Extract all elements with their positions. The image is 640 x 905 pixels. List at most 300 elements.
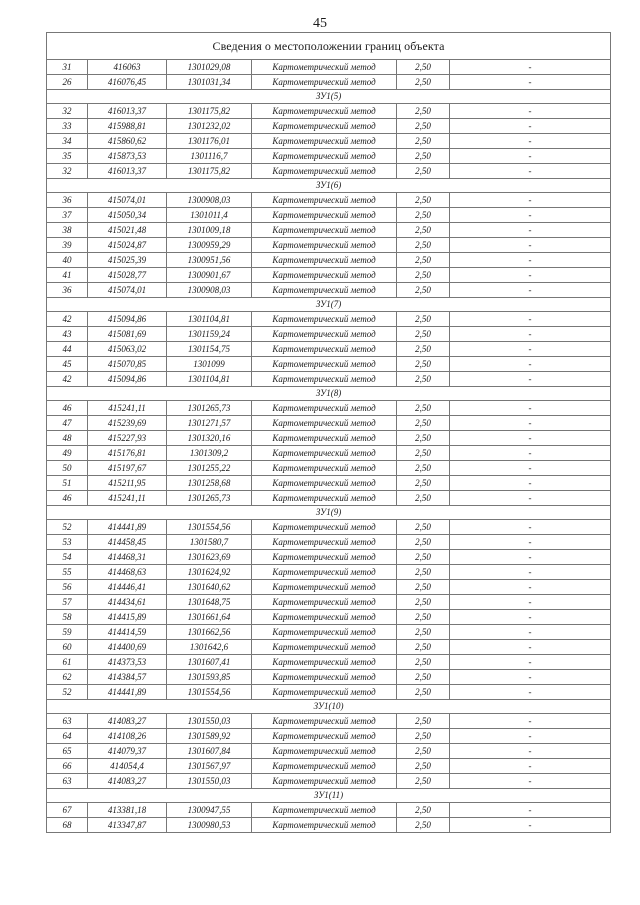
y-coordinate-cell: 1301104,81: [167, 372, 252, 387]
method-cell: Картометрический метод: [252, 134, 397, 149]
description-cell: -: [450, 759, 611, 774]
y-coordinate-cell: 1301607,41: [167, 655, 252, 670]
point-number-cell: 46: [47, 491, 88, 506]
x-coordinate-cell: 415197,67: [88, 461, 167, 476]
table-row: [47, 342, 611, 357]
y-coordinate-cell: 1300908,03: [167, 283, 252, 298]
table-row: [47, 253, 611, 268]
description-cell: -: [450, 75, 611, 90]
x-coordinate-cell: 415070,85: [88, 357, 167, 372]
table-row: [47, 685, 611, 700]
x-coordinate-cell: 414373,53: [88, 655, 167, 670]
table-row: [47, 327, 611, 342]
table-row: [47, 565, 611, 580]
table-row: [47, 625, 611, 640]
table-row: [47, 164, 611, 179]
point-number-cell: 68: [47, 818, 88, 833]
accuracy-cell: 2,50: [397, 625, 450, 640]
method-cell: Картометрический метод: [252, 208, 397, 223]
y-coordinate-cell: 1300951,56: [167, 253, 252, 268]
method-cell: Картометрический метод: [252, 193, 397, 208]
y-coordinate-cell: 1301580,7: [167, 535, 252, 550]
y-coordinate-cell: 1301029,08: [167, 60, 252, 75]
description-cell: -: [450, 655, 611, 670]
point-number-cell: 39: [47, 238, 88, 253]
accuracy-cell: 2,50: [397, 818, 450, 833]
table-row: [47, 670, 611, 685]
x-coordinate-cell: 414468,31: [88, 550, 167, 565]
accuracy-cell: 2,50: [397, 565, 450, 580]
accuracy-cell: 2,50: [397, 461, 450, 476]
description-cell: -: [450, 640, 611, 655]
description-cell: -: [450, 238, 611, 253]
accuracy-cell: 2,50: [397, 238, 450, 253]
description-cell: -: [450, 729, 611, 744]
method-cell: Картометрический метод: [252, 476, 397, 491]
accuracy-cell: 2,50: [397, 357, 450, 372]
method-cell: Картометрический метод: [252, 75, 397, 90]
y-coordinate-cell: 1301232,02: [167, 119, 252, 134]
method-cell: Картометрический метод: [252, 327, 397, 342]
x-coordinate-cell: 414400,69: [88, 640, 167, 655]
method-cell: Картометрический метод: [252, 759, 397, 774]
description-cell: -: [450, 431, 611, 446]
description-cell: -: [450, 520, 611, 535]
y-coordinate-cell: 1301154,75: [167, 342, 252, 357]
table-row: [47, 491, 611, 506]
accuracy-cell: 2,50: [397, 372, 450, 387]
method-cell: Картометрический метод: [252, 104, 397, 119]
accuracy-cell: 2,50: [397, 550, 450, 565]
y-coordinate-cell: 1301640,62: [167, 580, 252, 595]
x-coordinate-cell: 414434,61: [88, 595, 167, 610]
y-coordinate-cell: 1300901,67: [167, 268, 252, 283]
accuracy-cell: 2,50: [397, 327, 450, 342]
x-coordinate-cell: 414441,89: [88, 685, 167, 700]
description-cell: -: [450, 193, 611, 208]
accuracy-cell: 2,50: [397, 610, 450, 625]
point-number-cell: 42: [47, 312, 88, 327]
x-coordinate-cell: 415021,48: [88, 223, 167, 238]
method-cell: Картометрический метод: [252, 431, 397, 446]
section-header-row: [47, 90, 611, 104]
table-row: [47, 774, 611, 789]
y-coordinate-cell: 1301550,03: [167, 774, 252, 789]
description-cell: -: [450, 685, 611, 700]
point-number-cell: 26: [47, 75, 88, 90]
method-cell: Картометрический метод: [252, 253, 397, 268]
section-label: ЗУ1(7): [47, 298, 611, 312]
table-row: [47, 149, 611, 164]
description-cell: -: [450, 104, 611, 119]
y-coordinate-cell: 1301593,85: [167, 670, 252, 685]
description-cell: -: [450, 149, 611, 164]
description-cell: -: [450, 774, 611, 789]
method-cell: Картометрический метод: [252, 595, 397, 610]
x-coordinate-cell: 415860,62: [88, 134, 167, 149]
point-number-cell: 59: [47, 625, 88, 640]
table-row: [47, 208, 611, 223]
x-coordinate-cell: 414079,37: [88, 744, 167, 759]
accuracy-cell: 2,50: [397, 60, 450, 75]
method-cell: Картометрический метод: [252, 685, 397, 700]
y-coordinate-cell: 1301265,73: [167, 401, 252, 416]
y-coordinate-cell: 1301623,69: [167, 550, 252, 565]
section-header-row: [47, 387, 611, 401]
x-coordinate-cell: 415074,01: [88, 193, 167, 208]
accuracy-cell: 2,50: [397, 119, 450, 134]
table-row: [47, 104, 611, 119]
y-coordinate-cell: 1301642,6: [167, 640, 252, 655]
method-cell: Картометрический метод: [252, 729, 397, 744]
point-number-cell: 58: [47, 610, 88, 625]
table-row: [47, 416, 611, 431]
accuracy-cell: 2,50: [397, 491, 450, 506]
boundary-coordinates-table: [46, 32, 611, 833]
accuracy-cell: 2,50: [397, 208, 450, 223]
point-number-cell: 61: [47, 655, 88, 670]
description-cell: -: [450, 565, 611, 580]
table-row: [47, 640, 611, 655]
accuracy-cell: 2,50: [397, 595, 450, 610]
section-header-row: [47, 298, 611, 312]
description-cell: -: [450, 446, 611, 461]
accuracy-cell: 2,50: [397, 416, 450, 431]
point-number-cell: 49: [47, 446, 88, 461]
description-cell: -: [450, 60, 611, 75]
accuracy-cell: 2,50: [397, 253, 450, 268]
boundary-table-container: [46, 32, 610, 833]
table-row: [47, 268, 611, 283]
description-cell: -: [450, 550, 611, 565]
table-row: [47, 520, 611, 535]
description-cell: -: [450, 134, 611, 149]
point-number-cell: 53: [47, 535, 88, 550]
y-coordinate-cell: 1301159,24: [167, 327, 252, 342]
description-cell: -: [450, 670, 611, 685]
point-number-cell: 67: [47, 803, 88, 818]
point-number-cell: 65: [47, 744, 88, 759]
method-cell: Картометрический метод: [252, 610, 397, 625]
y-coordinate-cell: 1300947,55: [167, 803, 252, 818]
y-coordinate-cell: 1301258,68: [167, 476, 252, 491]
table-title: Сведения о местоположении границ объекта: [47, 33, 611, 60]
x-coordinate-cell: 415227,93: [88, 431, 167, 446]
table-row: [47, 372, 611, 387]
method-cell: Картометрический метод: [252, 416, 397, 431]
point-number-cell: 60: [47, 640, 88, 655]
point-number-cell: 51: [47, 476, 88, 491]
description-cell: -: [450, 625, 611, 640]
method-cell: Картометрический метод: [252, 803, 397, 818]
accuracy-cell: 2,50: [397, 729, 450, 744]
point-number-cell: 52: [47, 685, 88, 700]
accuracy-cell: 2,50: [397, 342, 450, 357]
point-number-cell: 44: [47, 342, 88, 357]
point-number-cell: 56: [47, 580, 88, 595]
section-label: ЗУ1(5): [47, 90, 611, 104]
point-number-cell: 47: [47, 416, 88, 431]
method-cell: Картометрический метод: [252, 714, 397, 729]
accuracy-cell: 2,50: [397, 774, 450, 789]
table-row: [47, 818, 611, 833]
x-coordinate-cell: 414468,63: [88, 565, 167, 580]
point-number-cell: 31: [47, 60, 88, 75]
method-cell: Картометрический метод: [252, 149, 397, 164]
table-row: [47, 134, 611, 149]
method-cell: Картометрический метод: [252, 401, 397, 416]
accuracy-cell: 2,50: [397, 670, 450, 685]
x-coordinate-cell: 415081,69: [88, 327, 167, 342]
description-cell: -: [450, 535, 611, 550]
table-row: [47, 595, 611, 610]
table-row: [47, 535, 611, 550]
accuracy-cell: 2,50: [397, 193, 450, 208]
point-number-cell: 55: [47, 565, 88, 580]
x-coordinate-cell: 416076,45: [88, 75, 167, 90]
description-cell: -: [450, 595, 611, 610]
description-cell: -: [450, 283, 611, 298]
y-coordinate-cell: 1301662,56: [167, 625, 252, 640]
x-coordinate-cell: 414414,59: [88, 625, 167, 640]
accuracy-cell: 2,50: [397, 223, 450, 238]
point-number-cell: 50: [47, 461, 88, 476]
table-row: [47, 714, 611, 729]
x-coordinate-cell: 413347,87: [88, 818, 167, 833]
x-coordinate-cell: 415176,81: [88, 446, 167, 461]
accuracy-cell: 2,50: [397, 685, 450, 700]
point-number-cell: 34: [47, 134, 88, 149]
point-number-cell: 57: [47, 595, 88, 610]
section-header-row: [47, 506, 611, 520]
y-coordinate-cell: 1301271,57: [167, 416, 252, 431]
x-coordinate-cell: 415239,69: [88, 416, 167, 431]
point-number-cell: 45: [47, 357, 88, 372]
table-row: [47, 744, 611, 759]
accuracy-cell: 2,50: [397, 803, 450, 818]
table-row: [47, 283, 611, 298]
x-coordinate-cell: 414083,27: [88, 774, 167, 789]
method-cell: Картометрический метод: [252, 550, 397, 565]
y-coordinate-cell: 1301320,16: [167, 431, 252, 446]
accuracy-cell: 2,50: [397, 134, 450, 149]
method-cell: Картометрический метод: [252, 565, 397, 580]
accuracy-cell: 2,50: [397, 431, 450, 446]
point-number-cell: 32: [47, 164, 88, 179]
description-cell: -: [450, 312, 611, 327]
y-coordinate-cell: 1301009,18: [167, 223, 252, 238]
x-coordinate-cell: 413381,18: [88, 803, 167, 818]
description-cell: -: [450, 803, 611, 818]
point-number-cell: 33: [47, 119, 88, 134]
x-coordinate-cell: 414415,89: [88, 610, 167, 625]
description-cell: -: [450, 268, 611, 283]
table-row: [47, 580, 611, 595]
table-row: [47, 431, 611, 446]
description-cell: -: [450, 164, 611, 179]
point-number-cell: 66: [47, 759, 88, 774]
table-row: [47, 238, 611, 253]
x-coordinate-cell: 414054,4: [88, 759, 167, 774]
y-coordinate-cell: 1301567,97: [167, 759, 252, 774]
point-number-cell: 52: [47, 520, 88, 535]
description-cell: -: [450, 327, 611, 342]
y-coordinate-cell: 1301589,92: [167, 729, 252, 744]
accuracy-cell: 2,50: [397, 744, 450, 759]
accuracy-cell: 2,50: [397, 268, 450, 283]
table-row: [47, 357, 611, 372]
point-number-cell: 62: [47, 670, 88, 685]
accuracy-cell: 2,50: [397, 75, 450, 90]
point-number-cell: 38: [47, 223, 88, 238]
y-coordinate-cell: 1301011,4: [167, 208, 252, 223]
y-coordinate-cell: 1301309,2: [167, 446, 252, 461]
accuracy-cell: 2,50: [397, 640, 450, 655]
method-cell: Картометрический метод: [252, 357, 397, 372]
method-cell: Картометрический метод: [252, 774, 397, 789]
method-cell: Картометрический метод: [252, 268, 397, 283]
method-cell: Картометрический метод: [252, 655, 397, 670]
y-coordinate-cell: 1301031,34: [167, 75, 252, 90]
description-cell: -: [450, 357, 611, 372]
x-coordinate-cell: 416063: [88, 60, 167, 75]
y-coordinate-cell: 1301175,82: [167, 104, 252, 119]
method-cell: Картометрический метод: [252, 818, 397, 833]
point-number-cell: 35: [47, 149, 88, 164]
table-row: [47, 476, 611, 491]
accuracy-cell: 2,50: [397, 655, 450, 670]
section-header-row: [47, 700, 611, 714]
point-number-cell: 63: [47, 714, 88, 729]
x-coordinate-cell: 414083,27: [88, 714, 167, 729]
y-coordinate-cell: 1301255,22: [167, 461, 252, 476]
y-coordinate-cell: 1301624,92: [167, 565, 252, 580]
description-cell: -: [450, 744, 611, 759]
x-coordinate-cell: 415094,86: [88, 372, 167, 387]
y-coordinate-cell: 1301099: [167, 357, 252, 372]
method-cell: Картометрический метод: [252, 119, 397, 134]
point-number-cell: 36: [47, 193, 88, 208]
method-cell: Картометрический метод: [252, 223, 397, 238]
method-cell: Картометрический метод: [252, 372, 397, 387]
description-cell: -: [450, 401, 611, 416]
point-number-cell: 46: [47, 401, 88, 416]
x-coordinate-cell: 414446,41: [88, 580, 167, 595]
y-coordinate-cell: 1301607,84: [167, 744, 252, 759]
method-cell: Картометрический метод: [252, 461, 397, 476]
y-coordinate-cell: 1301104,81: [167, 312, 252, 327]
accuracy-cell: 2,50: [397, 520, 450, 535]
x-coordinate-cell: 415074,01: [88, 283, 167, 298]
method-cell: Картометрический метод: [252, 670, 397, 685]
x-coordinate-cell: 415241,11: [88, 401, 167, 416]
x-coordinate-cell: 416013,37: [88, 104, 167, 119]
section-header-row: [47, 179, 611, 193]
section-label: ЗУ1(8): [47, 387, 611, 401]
method-cell: Картометрический метод: [252, 342, 397, 357]
accuracy-cell: 2,50: [397, 714, 450, 729]
y-coordinate-cell: 1301550,03: [167, 714, 252, 729]
section-label: ЗУ1(10): [47, 700, 611, 714]
description-cell: -: [450, 476, 611, 491]
y-coordinate-cell: 1301175,82: [167, 164, 252, 179]
x-coordinate-cell: 416013,37: [88, 164, 167, 179]
point-number-cell: 36: [47, 283, 88, 298]
x-coordinate-cell: 414441,89: [88, 520, 167, 535]
point-number-cell: 37: [47, 208, 88, 223]
x-coordinate-cell: 415050,34: [88, 208, 167, 223]
method-cell: Картометрический метод: [252, 164, 397, 179]
description-cell: -: [450, 491, 611, 506]
y-coordinate-cell: 1301265,73: [167, 491, 252, 506]
table-row: [47, 223, 611, 238]
table-row: [47, 446, 611, 461]
description-cell: -: [450, 372, 611, 387]
y-coordinate-cell: 1301554,56: [167, 685, 252, 700]
accuracy-cell: 2,50: [397, 312, 450, 327]
x-coordinate-cell: 415094,86: [88, 312, 167, 327]
section-header-row: [47, 789, 611, 803]
x-coordinate-cell: 415241,11: [88, 491, 167, 506]
point-number-cell: 54: [47, 550, 88, 565]
accuracy-cell: 2,50: [397, 759, 450, 774]
description-cell: -: [450, 253, 611, 268]
x-coordinate-cell: 415063,02: [88, 342, 167, 357]
point-number-cell: 63: [47, 774, 88, 789]
y-coordinate-cell: 1301554,56: [167, 520, 252, 535]
description-cell: -: [450, 580, 611, 595]
table-row: [47, 550, 611, 565]
table-row: [47, 60, 611, 75]
description-cell: -: [450, 610, 611, 625]
table-row: [47, 729, 611, 744]
y-coordinate-cell: 1301648,75: [167, 595, 252, 610]
x-coordinate-cell: 415873,53: [88, 149, 167, 164]
description-cell: -: [450, 342, 611, 357]
y-coordinate-cell: 1300959,29: [167, 238, 252, 253]
point-number-cell: 48: [47, 431, 88, 446]
table-title-row: [47, 33, 611, 60]
description-cell: -: [450, 208, 611, 223]
method-cell: Картометрический метод: [252, 640, 397, 655]
description-cell: -: [450, 416, 611, 431]
method-cell: Картометрический метод: [252, 580, 397, 595]
description-cell: -: [450, 461, 611, 476]
accuracy-cell: 2,50: [397, 283, 450, 298]
table-row: [47, 75, 611, 90]
method-cell: Картометрический метод: [252, 491, 397, 506]
point-number-cell: 42: [47, 372, 88, 387]
x-coordinate-cell: 415211,95: [88, 476, 167, 491]
x-coordinate-cell: 414384,57: [88, 670, 167, 685]
description-cell: -: [450, 818, 611, 833]
x-coordinate-cell: 415988,81: [88, 119, 167, 134]
point-number-cell: 32: [47, 104, 88, 119]
description-cell: -: [450, 714, 611, 729]
table-row: [47, 655, 611, 670]
table-row: [47, 312, 611, 327]
table-row: [47, 401, 611, 416]
accuracy-cell: 2,50: [397, 535, 450, 550]
method-cell: Картометрический метод: [252, 744, 397, 759]
y-coordinate-cell: 1301116,7: [167, 149, 252, 164]
method-cell: Картометрический метод: [252, 520, 397, 535]
method-cell: Картометрический метод: [252, 535, 397, 550]
accuracy-cell: 2,50: [397, 104, 450, 119]
table-row: [47, 803, 611, 818]
table-row: [47, 610, 611, 625]
page-number: 45: [313, 16, 327, 31]
